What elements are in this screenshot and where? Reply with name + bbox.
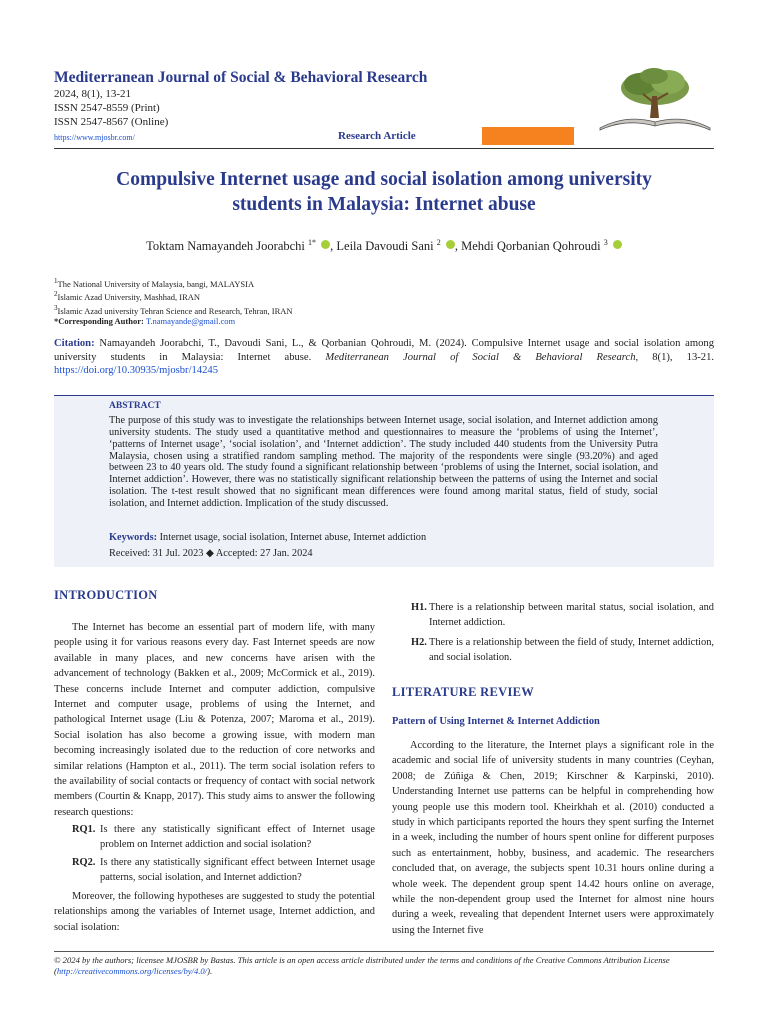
orcid-icon[interactable] [321, 240, 330, 249]
license-footer: © 2024 by the authors; licensee MJOSBR by Bastas. This article is an open access article distributed under the terms and conditions of the Creative Commons Attribution License (http://creativecommons.org/licenses/by/4.0/). [54, 955, 670, 976]
affiliation-item: $^3$Islamic Azad university Tehran Science and Research, Tehran, IRAN [54, 303, 293, 316]
volume-info: 2024, 8(1), 13-21 [54, 88, 131, 100]
affiliations [54, 276, 293, 327]
author-list [54, 238, 714, 254]
author-1-sup: 1* [308, 238, 317, 247]
abstract-text: The purpose of this study was to investigate the relationships between Internet usage, social isolation, and Internet addiction among university students. The study used a quantitative method and questionnaires to measure the ‘problems of using the Internet’, ‘patterns of Internet usage’, ‘social isolation’, and ‘Internet addiction’. The study included 440 students from the University Putra Malaysia, chosen using a stratified random sampling method. The majority of the respondents were single (93.20%) and aged between 23 to 40 years old. The study found a significant relationship between ‘problems of using the Internet, social isolation, and Internet addiction’. However, there was no statistically significant relationship between the patterns of using the Internet and social isolation. The t-test result showed that no significant mean differences were found among marital status, field of study, social isolation, and Internet addiction. Implication of the study discussed. [109, 415, 658, 509]
journal-tree-logo-icon [596, 66, 714, 136]
author-3-sup: 3 [603, 238, 608, 247]
title-line-1: Compulsive Internet usage and social isolation among university [116, 169, 652, 190]
footer-rule [54, 951, 714, 952]
journal-url-link[interactable]: https://www.mjosbr.com/ [54, 133, 135, 142]
intro-paragraph-2: Moreover, the following hypotheses are suggested to study the potential relationships among the variables of Internet usage, Internet addiction, and social isolation: [54, 891, 375, 933]
affiliation-item: $^1$The National University of Malaysia, bangi, MALAYSIA [54, 277, 255, 289]
corresponding-email-link[interactable]: T.namayande@gmail.com [145, 316, 236, 327]
keywords-label: Keywords: [109, 532, 158, 543]
doi-link[interactable]: https://doi.org/10.30935/mjosbr/14245 [54, 365, 219, 376]
license-link[interactable]: http://creativecommons.org/licenses/by/4.0/ [56, 966, 208, 976]
author-2-sup: 2 [436, 238, 441, 247]
header-rule [54, 148, 714, 149]
citation-text: Namayandeh Joorabchi, T., Davoudi Sani, L., & Qorbanian Qohroudi, M. (2024). Compulsive Internet usage and social isolation among university students in Malaysia: Internet abuse. [54, 338, 715, 363]
literature-subheading: Pattern of Using Internet & Internet Addiction [392, 716, 600, 727]
intro-heading: INTRODUCTION [54, 588, 158, 602]
literature-paragraph-1: According to the literature, the Internet plays a significant role in the academic and social life of university students in many countries (Ceyhan, 2008; de Zúñiga & Chen, 2019; Kirschner & Karpinski, 2010). Understanding Internet use patterns can be helpful in comprehending how young people use this modern tool. Kheirkhah et al. (2010) conducted a study in which participants reported the hours they spent surfing the Internet in a week, including the number of hours spent online for different purposes such as entertainment, hobby, business, and academic. The researchers concluded that, on average, the subjects spent 10.31 hours online during a whole week. The dependent group spent 14.42 hours online on average, while the non-dependent group used the Internet for almost nine hours during a week, revealing that dependent Internet users were approximately using the Internet five [392, 740, 714, 936]
citation-journal: Mediterranean Journal of Social & Behavioral Research [325, 351, 636, 363]
orcid-icon[interactable] [446, 240, 455, 249]
orcid-icon[interactable] [613, 240, 622, 249]
journal-name: Mediterranean Journal of Social & Behavioral Research [54, 69, 428, 86]
article-title [54, 167, 714, 217]
orange-label-bar [482, 127, 574, 145]
title-line-2: students in Malaysia: Internet abuse [232, 194, 536, 215]
author-3: , Mehdi Qorbanian Qohroudi [454, 239, 601, 254]
literature-heading: LITERATURE REVIEW [392, 685, 535, 699]
affiliation-item: $^2$Islamic Azad University, Mashhad, IRAN [54, 290, 201, 303]
abstract-heading: ABSTRACT [109, 401, 161, 411]
hypothesis-1: H1. There is a relationship between marital status, social isolation, and Internet addiction. [411, 602, 714, 629]
author-1: Toktam Namayandeh Joorabchi [146, 239, 305, 254]
issn-online: ISSN 2547-8567 (Online) [54, 116, 169, 128]
citation-block: Citation: Namayandeh Joorabchi, T., Davoudi Sani, L., & Qorbanian Qohroudi, M. (2024). Compulsive Internet usage and social isolation among university students in Malaysia: Internet abuse. Mediterranean Journal of Social & Behavioral Research, 8(1), 13-21. https://doi.org/10.30935/mjosbr/14245 [54, 338, 715, 376]
hypothesis-2: H2. There is a relationship between the field of study, Internet addiction, and social isolation. [411, 637, 714, 664]
author-2: , Leila Davoudi Sani [330, 239, 434, 254]
issn-print: ISSN 2547-8559 (Print) [54, 102, 160, 114]
keywords [109, 532, 658, 543]
citation-label: Citation: [54, 338, 95, 349]
abstract-top-rule [54, 395, 714, 396]
corresponding-author: *Corresponding Author: T.namayande@gmail.com [54, 316, 236, 327]
research-question-1: RQ1. Is there any statistically significant effect of Internet usage problem on Internet addiction and social isolation? [72, 824, 375, 851]
article-type: Research Article [338, 130, 416, 142]
research-question-2: RQ2. Is there any statistically significant effect between Internet usage patterns, social isolation, and Internet addiction? [72, 857, 375, 884]
keywords-list: Internet usage, social isolation, Internet abuse, Internet addiction [159, 532, 427, 543]
intro-paragraph-1: The Internet has become an essential part of modern life, with many people using it for various reasons every day. Fast Internet speeds are now available in many places, and new concerns have arisen with the advancement of technology (Bakken et al., 2009; McCormick et al., 2019). These concerns include Internet and computer addiction, compulsive Internet and computer usage, problems of using the Internet, and pathological Internet usage (Liu & Potenza, 2007; Maroma et al., 2019). Social isolation has also become a growing issue, with modern man becoming increasingly isolated due to the reduction of core networks and similar relations (Hampton et al., 2011). The term social isolation refers to the availability of social contacts or frequency of contact with social network members (Courtin & Knapp, 2017). This study aims to answer the following research questions: [54, 622, 375, 818]
received-accepted: Received: 31 Jul. 2023 ◆ Accepted: 27 Jan. 2024 [109, 548, 313, 559]
